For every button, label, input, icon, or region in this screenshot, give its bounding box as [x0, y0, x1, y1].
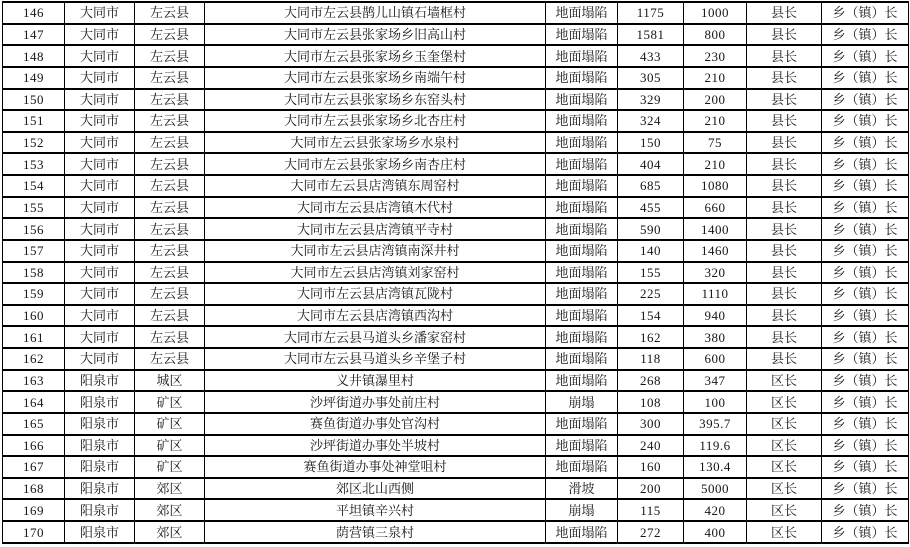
- cell-value2: 1400: [684, 218, 747, 240]
- cell-city: 阳泉市: [65, 521, 135, 543]
- cell-value1: 150: [618, 132, 684, 154]
- cell-location: 大同市左云县店湾镇西沟村: [205, 305, 546, 327]
- cell-county: 左云县: [135, 197, 205, 219]
- cell-hazard: 崩塌: [546, 391, 618, 413]
- cell-no: 162: [3, 348, 65, 370]
- cell-value2: 210: [684, 110, 747, 132]
- cell-leader2: 乡（镇）长: [822, 110, 909, 132]
- cell-county: 左云县: [135, 67, 205, 89]
- cell-leader2: 乡（镇）长: [822, 67, 909, 89]
- cell-city: 大同市: [65, 67, 135, 89]
- cell-county: 左云县: [135, 89, 205, 111]
- cell-city: 大同市: [65, 24, 135, 46]
- cell-value1: 160: [618, 456, 684, 478]
- cell-hazard: 滑坡: [546, 478, 618, 500]
- cell-leader1: 县长: [747, 175, 822, 197]
- cell-county: 左云县: [135, 240, 205, 262]
- cell-value2: 347: [684, 370, 747, 392]
- cell-city: 大同市: [65, 262, 135, 284]
- cell-no: 166: [3, 435, 65, 457]
- cell-location: 大同市左云县店湾镇刘家窑村: [205, 262, 546, 284]
- cell-city: 大同市: [65, 348, 135, 370]
- cell-city: 大同市: [65, 2, 135, 24]
- cell-value2: 1110: [684, 283, 747, 305]
- table-row: [3, 89, 909, 111]
- cell-location: 大同市左云县店湾镇东周窑村: [205, 175, 546, 197]
- cell-city: 大同市: [65, 45, 135, 67]
- table-row: [3, 132, 909, 154]
- table-row: [3, 283, 909, 305]
- cell-value1: 1581: [618, 24, 684, 46]
- cell-leader1: 县长: [747, 197, 822, 219]
- table-row: [3, 153, 909, 175]
- cell-location: 赛鱼街道办事处神堂咀村: [205, 456, 546, 478]
- cell-value2: 420: [684, 499, 747, 521]
- cell-leader2: 乡（镇）长: [822, 197, 909, 219]
- cell-city: 阳泉市: [65, 435, 135, 457]
- cell-value2: 210: [684, 153, 747, 175]
- cell-hazard: 地面塌陷: [546, 45, 618, 67]
- cell-location: 大同市左云县张家场乡东窑头村: [205, 89, 546, 111]
- cell-location: 郊区北山西侧: [205, 478, 546, 500]
- cell-hazard: 地面塌陷: [546, 326, 618, 348]
- cell-value2: 380: [684, 326, 747, 348]
- cell-value1: 685: [618, 175, 684, 197]
- cell-county: 左云县: [135, 283, 205, 305]
- cell-value2: 75: [684, 132, 747, 154]
- cell-hazard: 地面塌陷: [546, 67, 618, 89]
- cell-value1: 225: [618, 283, 684, 305]
- cell-leader1: 区长: [747, 456, 822, 478]
- cell-leader2: 乡（镇）长: [822, 391, 909, 413]
- cell-value2: 230: [684, 45, 747, 67]
- cell-no: 158: [3, 262, 65, 284]
- cell-leader2: 乡（镇）长: [822, 2, 909, 24]
- cell-value1: 590: [618, 218, 684, 240]
- cell-leader2: 乡（镇）长: [822, 521, 909, 543]
- cell-county: 郊区: [135, 478, 205, 500]
- cell-leader1: 县长: [747, 218, 822, 240]
- cell-no: 147: [3, 24, 65, 46]
- cell-hazard: 地面塌陷: [546, 262, 618, 284]
- cell-hazard: 地面塌陷: [546, 175, 618, 197]
- cell-hazard: 地面塌陷: [546, 197, 618, 219]
- cell-value1: 300: [618, 413, 684, 435]
- cell-county: 左云县: [135, 348, 205, 370]
- cell-leader1: 县长: [747, 89, 822, 111]
- cell-location: 大同市左云县马道头乡辛堡子村: [205, 348, 546, 370]
- cell-value1: 455: [618, 197, 684, 219]
- cell-value1: 324: [618, 110, 684, 132]
- cell-no: 165: [3, 413, 65, 435]
- cell-city: 阳泉市: [65, 456, 135, 478]
- cell-hazard: 地面塌陷: [546, 153, 618, 175]
- cell-leader1: 区长: [747, 478, 822, 500]
- cell-county: 左云县: [135, 305, 205, 327]
- cell-no: 151: [3, 110, 65, 132]
- cell-value2: 1080: [684, 175, 747, 197]
- cell-hazard: 地面塌陷: [546, 283, 618, 305]
- cell-value1: 118: [618, 348, 684, 370]
- cell-leader2: 乡（镇）长: [822, 478, 909, 500]
- cell-no: 150: [3, 89, 65, 111]
- cell-city: 大同市: [65, 197, 135, 219]
- cell-no: 152: [3, 132, 65, 154]
- cell-hazard: 地面塌陷: [546, 305, 618, 327]
- cell-city: 大同市: [65, 240, 135, 262]
- cell-hazard: 地面塌陷: [546, 218, 618, 240]
- cell-value1: 272: [618, 521, 684, 543]
- cell-value1: 240: [618, 435, 684, 457]
- hazard-point-table: [2, 1, 909, 544]
- cell-value2: 320: [684, 262, 747, 284]
- cell-no: 146: [3, 2, 65, 24]
- table-row: [3, 240, 909, 262]
- cell-no: 149: [3, 67, 65, 89]
- cell-value1: 329: [618, 89, 684, 111]
- cell-hazard: 地面塌陷: [546, 132, 618, 154]
- cell-leader2: 乡（镇）长: [822, 132, 909, 154]
- cell-leader2: 乡（镇）长: [822, 24, 909, 46]
- cell-leader1: 县长: [747, 153, 822, 175]
- cell-leader2: 乡（镇）长: [822, 326, 909, 348]
- cell-leader2: 乡（镇）长: [822, 218, 909, 240]
- cell-county: 左云县: [135, 132, 205, 154]
- cell-hazard: 崩塌: [546, 499, 618, 521]
- cell-leader1: 县长: [747, 240, 822, 262]
- cell-leader2: 乡（镇）长: [822, 240, 909, 262]
- cell-hazard: 地面塌陷: [546, 348, 618, 370]
- cell-value1: 140: [618, 240, 684, 262]
- cell-no: 164: [3, 391, 65, 413]
- cell-value2: 200: [684, 89, 747, 111]
- cell-value1: 108: [618, 391, 684, 413]
- cell-county: 左云县: [135, 24, 205, 46]
- cell-value2: 400: [684, 521, 747, 543]
- cell-city: 大同市: [65, 153, 135, 175]
- cell-leader2: 乡（镇）长: [822, 456, 909, 478]
- cell-value2: 5000: [684, 478, 747, 500]
- cell-leader1: 区长: [747, 435, 822, 457]
- cell-leader1: 县长: [747, 283, 822, 305]
- cell-hazard: 地面塌陷: [546, 521, 618, 543]
- cell-value2: 660: [684, 197, 747, 219]
- cell-county: 左云县: [135, 262, 205, 284]
- cell-city: 阳泉市: [65, 370, 135, 392]
- cell-value2: 210: [684, 67, 747, 89]
- cell-location: 赛鱼街道办事处官沟村: [205, 413, 546, 435]
- cell-leader2: 乡（镇）长: [822, 45, 909, 67]
- cell-city: 大同市: [65, 89, 135, 111]
- cell-county: 左云县: [135, 175, 205, 197]
- cell-location: 大同市左云县店湾镇平寺村: [205, 218, 546, 240]
- cell-no: 157: [3, 240, 65, 262]
- cell-leader2: 乡（镇）长: [822, 305, 909, 327]
- cell-leader1: 县长: [747, 67, 822, 89]
- cell-county: 左云县: [135, 153, 205, 175]
- cell-leader1: 区长: [747, 413, 822, 435]
- cell-leader1: 县长: [747, 132, 822, 154]
- cell-location: 大同市左云县张家场乡南杏庄村: [205, 153, 546, 175]
- cell-value1: 154: [618, 305, 684, 327]
- cell-hazard: 地面塌陷: [546, 110, 618, 132]
- table-row: [3, 499, 909, 521]
- cell-city: 阳泉市: [65, 413, 135, 435]
- table-row: [3, 305, 909, 327]
- cell-leader2: 乡（镇）长: [822, 435, 909, 457]
- cell-city: 大同市: [65, 218, 135, 240]
- cell-county: 矿区: [135, 435, 205, 457]
- table-row: [3, 175, 909, 197]
- cell-county: 左云县: [135, 326, 205, 348]
- cell-city: 大同市: [65, 132, 135, 154]
- cell-leader1: 县长: [747, 110, 822, 132]
- cell-location: 大同市左云县张家场乡旧高山村: [205, 24, 546, 46]
- cell-hazard: 地面塌陷: [546, 2, 618, 24]
- cell-leader1: 区长: [747, 499, 822, 521]
- cell-leader2: 乡（镇）长: [822, 175, 909, 197]
- cell-leader2: 乡（镇）长: [822, 89, 909, 111]
- cell-value2: 100: [684, 391, 747, 413]
- cell-location: 沙坪街道办事处前庄村: [205, 391, 546, 413]
- cell-no: 167: [3, 456, 65, 478]
- cell-value1: 162: [618, 326, 684, 348]
- cell-hazard: 地面塌陷: [546, 370, 618, 392]
- cell-location: 大同市左云县张家场乡北杏庄村: [205, 110, 546, 132]
- cell-leader1: 县长: [747, 326, 822, 348]
- cell-leader1: 县长: [747, 45, 822, 67]
- cell-leader1: 区长: [747, 391, 822, 413]
- table-row: [3, 45, 909, 67]
- cell-county: 城区: [135, 370, 205, 392]
- cell-location: 沙坪街道办事处半坡村: [205, 435, 546, 457]
- cell-no: 156: [3, 218, 65, 240]
- cell-leader1: 县长: [747, 262, 822, 284]
- cell-no: 153: [3, 153, 65, 175]
- table-row: [3, 391, 909, 413]
- cell-value1: 115: [618, 499, 684, 521]
- table-row: [3, 326, 909, 348]
- cell-location: 大同市左云县店湾镇木代村: [205, 197, 546, 219]
- cell-hazard: 地面塌陷: [546, 456, 618, 478]
- cell-no: 160: [3, 305, 65, 327]
- cell-value2: 800: [684, 24, 747, 46]
- cell-leader1: 区长: [747, 521, 822, 543]
- cell-leader2: 乡（镇）长: [822, 153, 909, 175]
- cell-county: 郊区: [135, 521, 205, 543]
- cell-county: 左云县: [135, 2, 205, 24]
- cell-no: 159: [3, 283, 65, 305]
- cell-location: 大同市左云县鹊儿山镇石墙框村: [205, 2, 546, 24]
- table-row: [3, 24, 909, 46]
- cell-no: 154: [3, 175, 65, 197]
- cell-city: 阳泉市: [65, 391, 135, 413]
- cell-value1: 404: [618, 153, 684, 175]
- cell-value2: 395.7: [684, 413, 747, 435]
- cell-value1: 268: [618, 370, 684, 392]
- table-row: [3, 262, 909, 284]
- cell-hazard: 地面塌陷: [546, 413, 618, 435]
- cell-city: 大同市: [65, 283, 135, 305]
- cell-hazard: 地面塌陷: [546, 89, 618, 111]
- cell-leader1: 县长: [747, 305, 822, 327]
- table-row: [3, 110, 909, 132]
- table-row: [3, 478, 909, 500]
- table-row: [3, 370, 909, 392]
- cell-leader2: 乡（镇）长: [822, 262, 909, 284]
- cell-location: 大同市左云县张家场乡玉奎堡村: [205, 45, 546, 67]
- cell-location: 大同市左云县张家场乡水泉村: [205, 132, 546, 154]
- cell-value1: 433: [618, 45, 684, 67]
- cell-no: 161: [3, 326, 65, 348]
- cell-hazard: 地面塌陷: [546, 435, 618, 457]
- cell-leader1: 县长: [747, 2, 822, 24]
- cell-no: 163: [3, 370, 65, 392]
- cell-location: 荫营镇三泉村: [205, 521, 546, 543]
- cell-leader1: 县长: [747, 348, 822, 370]
- cell-value2: 119.6: [684, 435, 747, 457]
- cell-no: 168: [3, 478, 65, 500]
- cell-value1: 155: [618, 262, 684, 284]
- cell-hazard: 地面塌陷: [546, 240, 618, 262]
- cell-city: 大同市: [65, 110, 135, 132]
- cell-value1: 200: [618, 478, 684, 500]
- cell-no: 155: [3, 197, 65, 219]
- table-row: [3, 456, 909, 478]
- cell-city: 阳泉市: [65, 499, 135, 521]
- cell-county: 郊区: [135, 499, 205, 521]
- table-row: [3, 413, 909, 435]
- table-row: [3, 2, 909, 24]
- cell-county: 左云县: [135, 45, 205, 67]
- cell-no: 148: [3, 45, 65, 67]
- cell-city: 阳泉市: [65, 478, 135, 500]
- cell-value2: 940: [684, 305, 747, 327]
- cell-county: 矿区: [135, 456, 205, 478]
- cell-city: 大同市: [65, 326, 135, 348]
- cell-county: 矿区: [135, 391, 205, 413]
- cell-leader2: 乡（镇）长: [822, 348, 909, 370]
- cell-leader2: 乡（镇）长: [822, 370, 909, 392]
- cell-value2: 1460: [684, 240, 747, 262]
- cell-leader1: 县长: [747, 24, 822, 46]
- table-row: [3, 218, 909, 240]
- cell-value2: 600: [684, 348, 747, 370]
- cell-value2: 1000: [684, 2, 747, 24]
- table-row: [3, 435, 909, 457]
- cell-leader2: 乡（镇）长: [822, 413, 909, 435]
- cell-value1: 305: [618, 67, 684, 89]
- cell-location: 大同市左云县店湾镇瓦陇村: [205, 283, 546, 305]
- cell-leader2: 乡（镇）长: [822, 499, 909, 521]
- cell-value1: 1175: [618, 2, 684, 24]
- table-body: [3, 2, 909, 543]
- cell-leader1: 区长: [747, 370, 822, 392]
- cell-location: 大同市左云县店湾镇南深井村: [205, 240, 546, 262]
- cell-hazard: 地面塌陷: [546, 24, 618, 46]
- cell-location: 大同市左云县马道头乡潘家窑村: [205, 326, 546, 348]
- cell-no: 169: [3, 499, 65, 521]
- cell-county: 矿区: [135, 413, 205, 435]
- cell-city: 大同市: [65, 175, 135, 197]
- table-row: [3, 348, 909, 370]
- cell-county: 左云县: [135, 110, 205, 132]
- table-row: [3, 67, 909, 89]
- cell-county: 左云县: [135, 218, 205, 240]
- table-row: [3, 521, 909, 543]
- cell-value2: 130.4: [684, 456, 747, 478]
- cell-no: 170: [3, 521, 65, 543]
- cell-leader2: 乡（镇）长: [822, 283, 909, 305]
- cell-city: 大同市: [65, 305, 135, 327]
- cell-location: 平坦镇辛兴村: [205, 499, 546, 521]
- cell-location: 大同市左云县张家场乡南端午村: [205, 67, 546, 89]
- cell-location: 义井镇瀑里村: [205, 370, 546, 392]
- table-row: [3, 197, 909, 219]
